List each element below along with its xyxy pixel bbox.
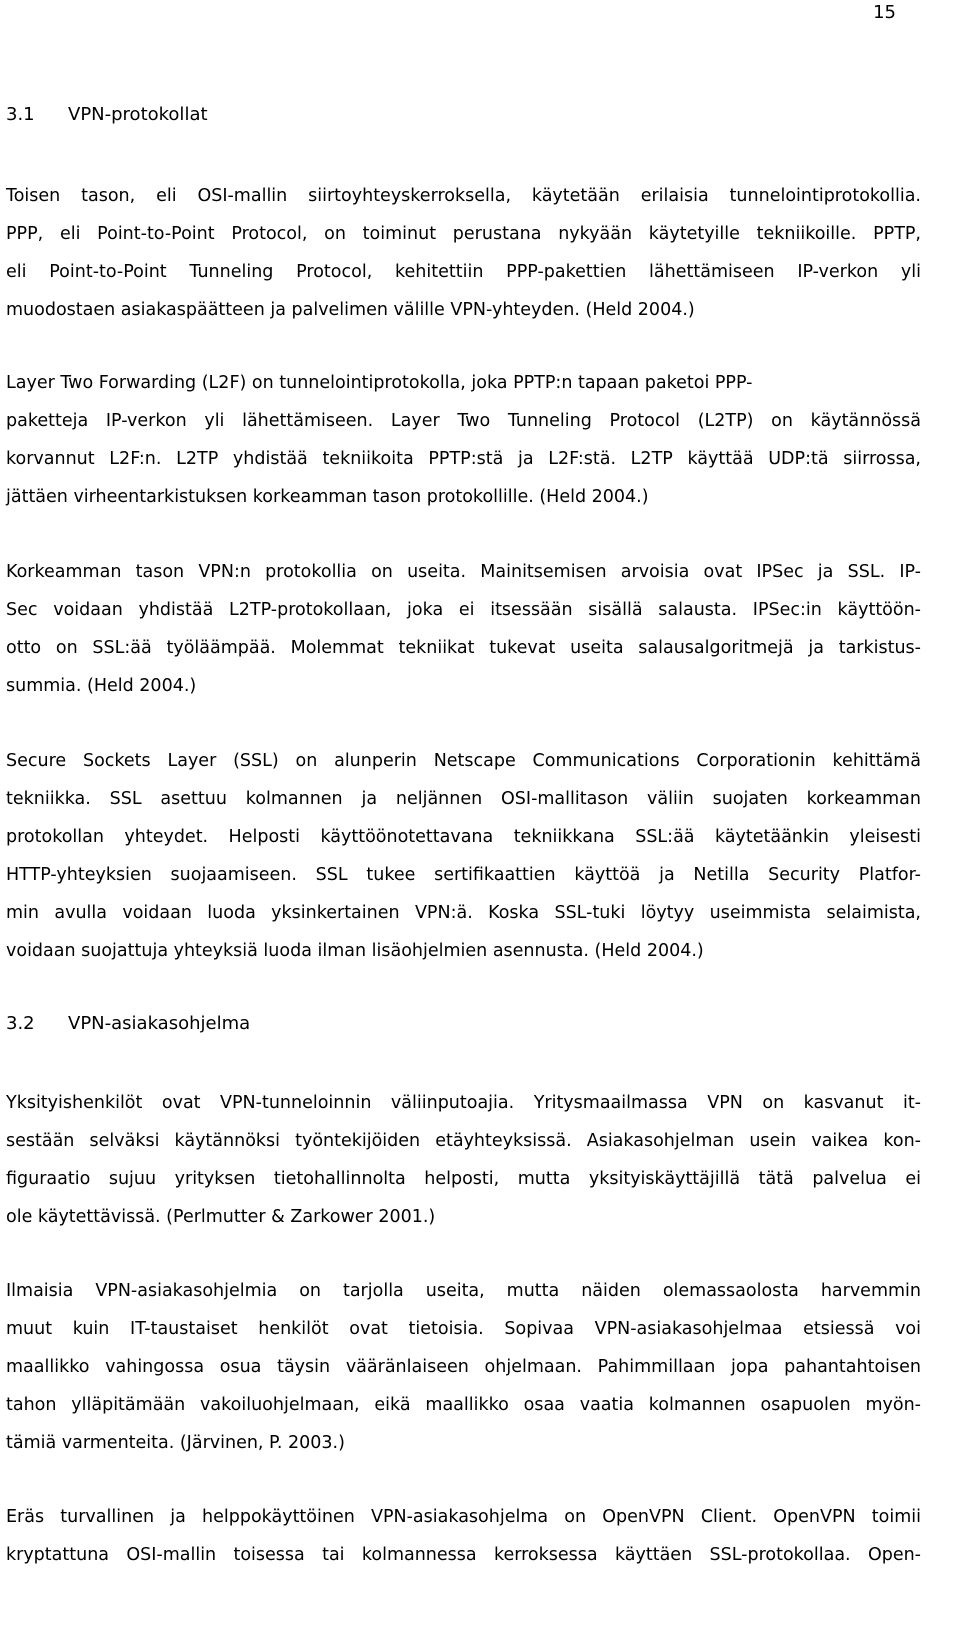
paragraph (6, 1084, 921, 1236)
page-number: 15 (873, 2, 896, 23)
paragraph (6, 364, 921, 516)
section-heading-3-1 (6, 104, 208, 125)
text-line: Korkeamman tason VPN:n protokollia on useita. Mainitsemisen arvoisia ovat IPSec ja SSL. IP- (6, 562, 921, 582)
text-line: korvannut L2F:n. L2TP yhdistää tekniikoita PPTP:stä ja L2F:stä. L2TP käyttää UDP:tä siirrossa, (6, 449, 921, 469)
section-title: VPN-protokollat (68, 104, 208, 125)
text-line: figuraatio sujuu yrityksen tietohallinnolta helposti, mutta yksityiskäyttäjillä tätä palvelua ei (6, 1169, 921, 1189)
text-line: summia. (Held 2004.) (6, 676, 197, 696)
text-line: maallikko vahingossa osua täysin vääränlaiseen ohjelmaan. Pahimmillaan jopa pahantahtoisen (6, 1357, 921, 1377)
text-line: paketteja IP-verkon yli lähettämiseen. Layer Two Tunneling Protocol (L2TP) on käytännössä (6, 411, 921, 431)
text-line: Ilmaisia VPN-asiakasohjelmia on tarjolla useita, mutta näiden olemassaolosta harvemmin (6, 1281, 921, 1301)
section-number: 3.1 (6, 104, 35, 125)
text-line: tahon ylläpitämään vakoiluohjelmaan, eikä maallikko osaa vaatia kolmannen osapuolen myön- (6, 1395, 921, 1415)
text-line: muut kuin IT-taustaiset henkilöt ovat tietoisia. Sopivaa VPN-asiakasohjelmaa etsiessä voi (6, 1319, 921, 1339)
text-line: Secure Sockets Layer (SSL) on alunperin Netscape Communications Corporationin kehittämä (6, 751, 921, 771)
text-line: Yksityishenkilöt ovat VPN-tunneloinnin väliinputoajia. Yritysmaailmassa VPN on kasvanut it- (6, 1093, 921, 1113)
text-line: tämiä varmenteita. (Järvinen, P. 2003.) (6, 1433, 345, 1453)
section-number: 3.2 (6, 1013, 35, 1034)
text-line: kryptattuna OSI-mallin toisessa tai kolmannessa kerroksessa käyttäen SSL-protokollaa. Open- (6, 1545, 921, 1565)
text-line: Sec voidaan yhdistää L2TP-protokollaan, joka ei itsessään sisällä salausta. IPSec:in käyttöön- (6, 600, 921, 620)
text-line: min avulla voidaan luoda yksinkertainen VPN:ä. Koska SSL-tuki löytyy useimmista selaimista, (6, 903, 921, 923)
paragraph (6, 553, 921, 705)
text-line: eli Point-to-Point Tunneling Protocol, kehitettiin PPP-pakettien lähettämiseen IP-verkon yli (6, 262, 921, 282)
text-line: Eräs turvallinen ja helppokäyttöinen VPN-asiakasohjelma on OpenVPN Client. OpenVPN toimii (6, 1507, 921, 1527)
text-line: voidaan suojattuja yhteyksiä luoda ilman lisäohjelmien asennusta. (Held 2004.) (6, 941, 704, 961)
paragraph (6, 177, 921, 329)
text-line: sestään selväksi käytännöksi työntekijöiden etäyhteyksissä. Asiakasohjelman usein vaikea kon- (6, 1131, 921, 1151)
section-heading-3-2 (6, 1013, 250, 1034)
text-line: protokollan yhteydet. Helposti käyttöönotettavana tekniikkana SSL:ää käytetäänkin yleisesti (6, 827, 921, 847)
text-line: ole käytettävissä. (Perlmutter & Zarkower 2001.) (6, 1207, 436, 1227)
text-line: jättäen virheentarkistuksen korkeamman tason protokollille. (Held 2004.) (6, 487, 649, 507)
text-line: muodostaen asiakaspäätteen ja palvelimen välille VPN-yhteyden. (Held 2004.) (6, 300, 695, 320)
paragraph (6, 1272, 921, 1462)
text-line: Toisen tason, eli OSI-mallin siirtoyhteyskerroksella, käytetään erilaisia tunnelointiprotokollia. (6, 186, 921, 206)
text-line: otto on SSL:ää työläämpää. Molemmat tekniikat tukevat useita salausalgoritmejä ja tarkistus- (6, 638, 921, 658)
section-title: VPN-asiakasohjelma (68, 1013, 251, 1034)
paragraph (6, 742, 921, 970)
text-line: HTTP-yhteyksien suojaamiseen. SSL tukee sertifikaattien käyttöä ja Netilla Security Platfor- (6, 865, 921, 885)
text-line: tekniikka. SSL asettuu kolmannen ja neljännen OSI-mallitason väliin suojaten korkeamman (6, 789, 921, 809)
text-line: PPP, eli Point-to-Point Protocol, on toiminut perustana nykyään käytetyille tekniikoille. PPTP, (6, 224, 921, 244)
text-line: Layer Two Forwarding (L2F) on tunnelointiprotokolla, joka PPTP:n tapaan paketoi PPP- (6, 373, 753, 393)
paragraph (6, 1498, 921, 1574)
